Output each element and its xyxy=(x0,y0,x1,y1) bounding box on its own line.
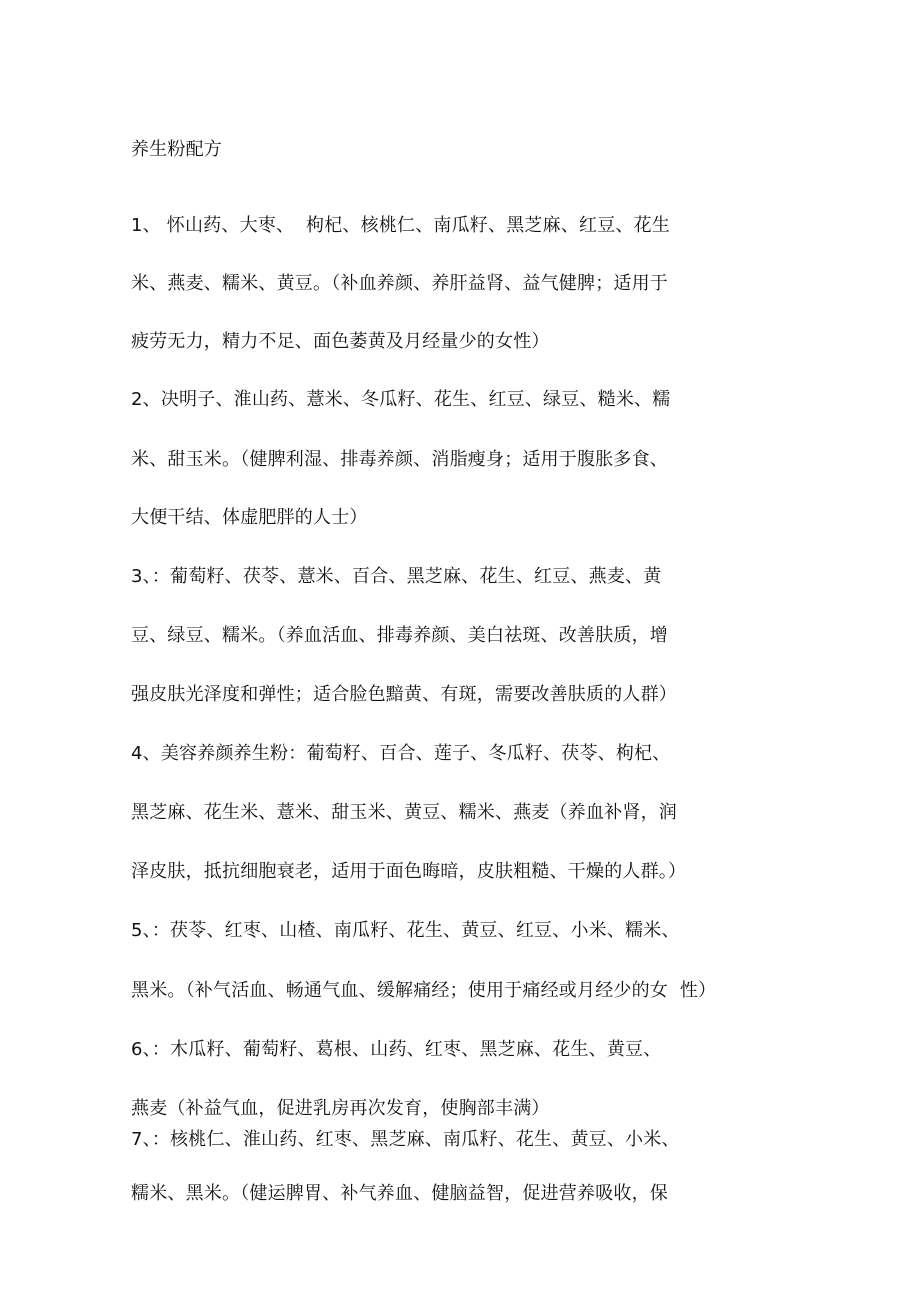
text-line: 3、：葡萄籽、茯苓、薏米、百合、黑芝麻、花生、红豆、燕麦、黄 xyxy=(131,566,662,587)
text-line: 疲劳无力，精力不足、面色萎黄及月经量少的女性） xyxy=(131,331,550,352)
text-line: 4、美容养颜养生粉：葡萄籽、百合、莲子、冬瓜籽、茯苓、枸杞、 xyxy=(131,743,671,764)
text-line: 豆、绿豆、糯米。（养血活血、排毒养颜、美白祛斑、改善肤质，增 xyxy=(131,625,668,646)
text-line: 6、：木瓜籽、葡萄籽、葛根、山药、红枣、黑芝麻、花生、黄豆、 xyxy=(131,1039,662,1060)
text-line: 燕麦（补益气血，促进乳房再次发育，使胸部丰满） xyxy=(131,1098,550,1119)
text-line: 黑米。（补气活血、畅通气血、缓解痛经；使用于痛经或月经少的女 性） xyxy=(131,980,717,1001)
text-line: 大便干结、体虚肥胖的人士） xyxy=(131,507,368,528)
text-line: 黑芝麻、花生米、薏米、甜玉米、黄豆、糯米、燕麦（养血补肾，润 xyxy=(131,802,677,823)
text-line: 2、决明子、淮山药、薏米、冬瓜籽、花生、红豆、绿豆、糙米、糯 xyxy=(131,389,671,410)
text-line: 米、燕麦、糯米、黄豆。（补血养颜、养肝益肾、益气健脾；适用于 xyxy=(131,273,668,294)
text-line: 1、 怀山药、大枣、 枸杞、核桃仁、南瓜籽、黑芝麻、红豆、花生 xyxy=(131,215,671,236)
document-title: 养生粉配方 xyxy=(131,139,222,160)
text-line: 米、甜玉米。（健脾利湿、排毒养颜、消脂瘦身；适用于腹胀多食、 xyxy=(131,449,668,470)
text-line: 泽皮肤，抵抗细胞衰老，适用于面色晦暗，皮肤粗糙、干燥的人群。） xyxy=(131,861,687,882)
text-line: 7、：核桃仁、淮山药、红枣、黑芝麻、南瓜籽、花生、黄豆、小米、 xyxy=(131,1129,680,1150)
text-line: 5、：茯苓、红枣、山楂、南瓜籽、花生、黄豆、红豆、小米、糯米、 xyxy=(131,920,680,941)
text-line: 强皮肤光泽度和弹性；适合脸色黯黄、有斑，需要改善肤质的人群） xyxy=(131,684,677,705)
text-line: 糯米、黑米。（健运脾胃、补气养血、健脑益智，促进营养吸收，保 xyxy=(131,1183,668,1204)
